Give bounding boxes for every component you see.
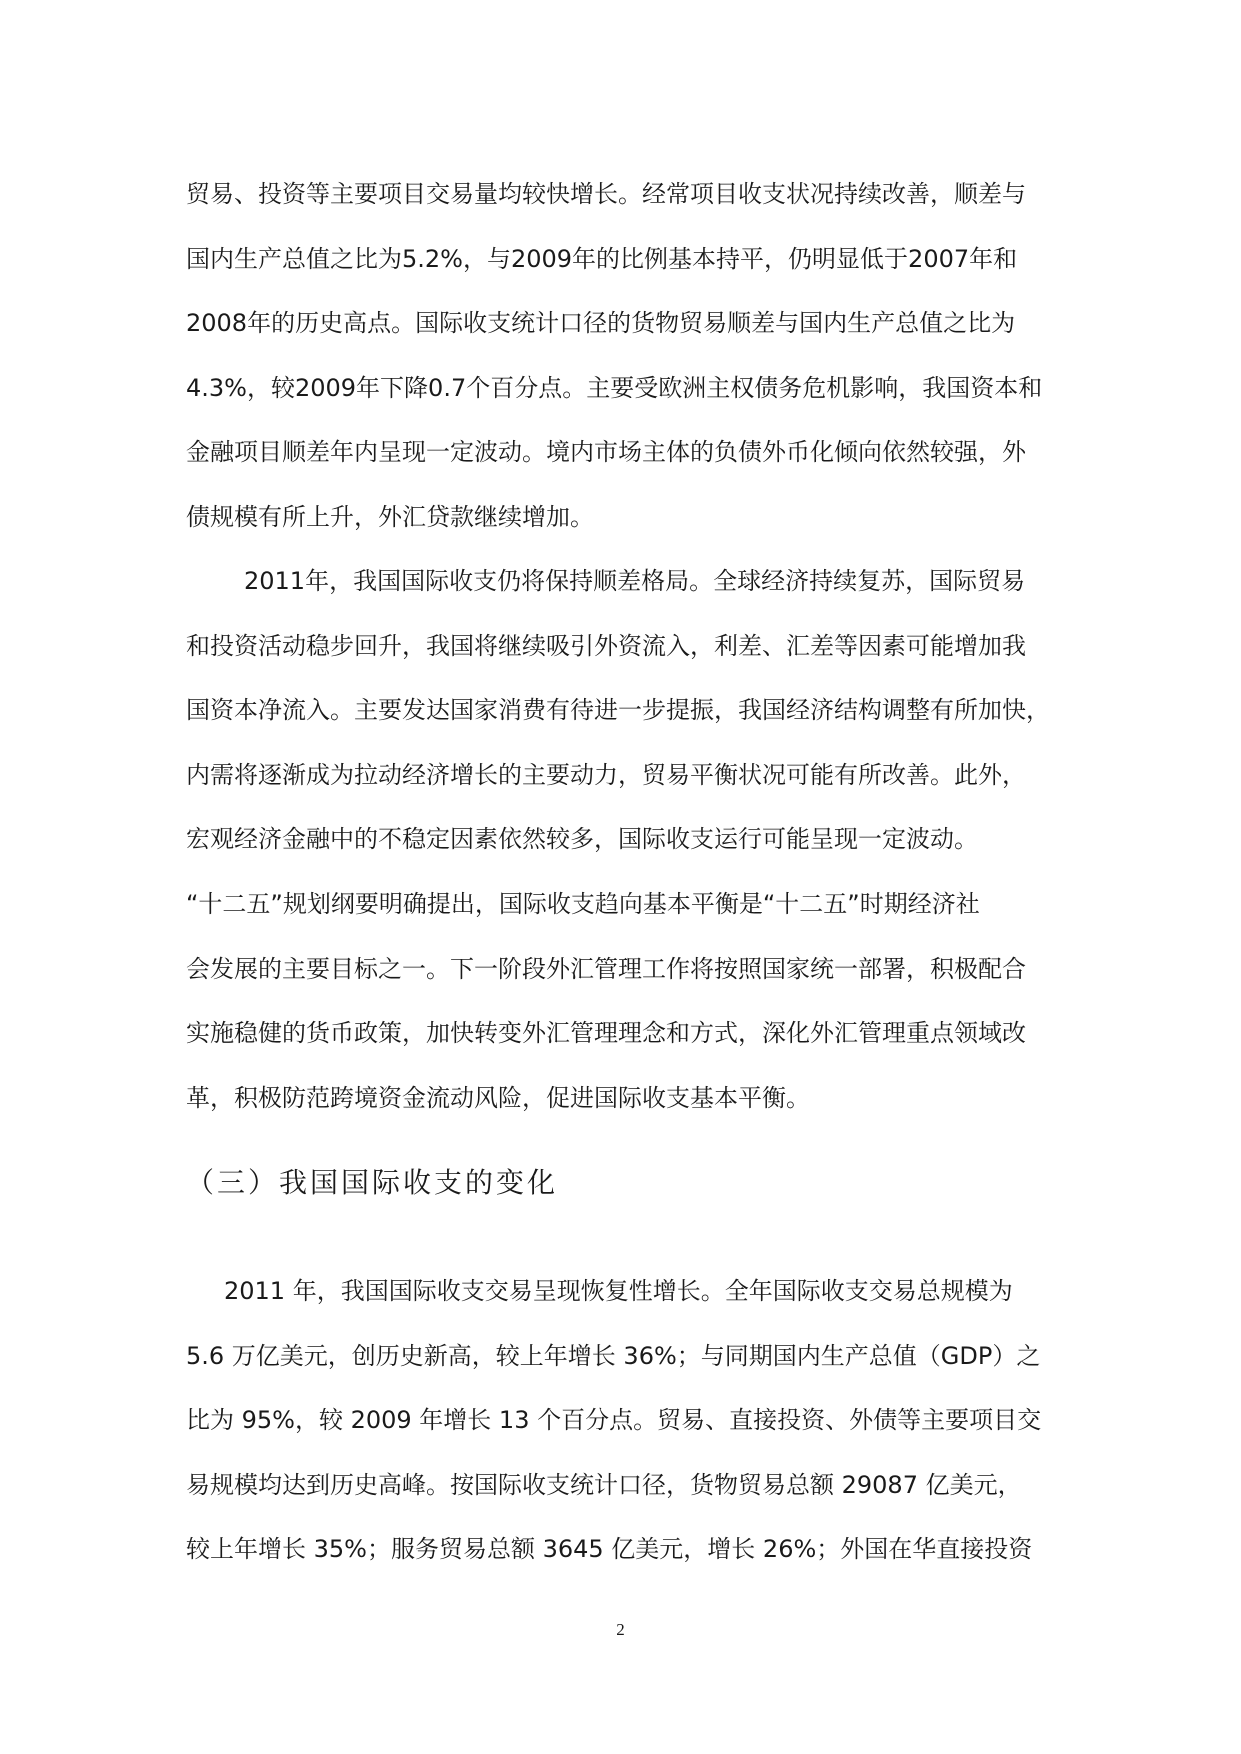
paragraph-line: 实施稳健的货币政策，加快转变外汇管理理念和方式，深化外汇管理重点领域改: [186, 1019, 1026, 1047]
paragraph-line: 债规模有所上升，外汇贷款继续增加。: [186, 502, 594, 531]
paragraph-line: 4.3%，较2009年下降0.7个百分点。主要受欧洲主权债务危机影响，我国资本和: [186, 373, 1043, 402]
paragraph-five-year-plan: [186, 872, 1054, 1130]
section-heading: （三）我国国际收支的变化: [186, 1166, 559, 1199]
paragraph-balance-2010: [186, 162, 1054, 549]
paragraph-changes-2011: [186, 1259, 1054, 1582]
paragraph-line: “十二五”规划纲要明确提出，国际收支趋向基本平衡是“十二五”时期经济社: [186, 890, 980, 918]
paragraph-line: 5.6 万亿美元，创历史新高，较上年增长 36%；与同期国内生产总值（GDP）之: [186, 1341, 1041, 1370]
paragraph-line: 宏观经济金融中的不稳定因素依然较多，国际收支运行可能呈现一定波动。: [186, 825, 978, 853]
paragraph-line: 2011年，我国国际收支仍将保持顺差格局。全球经济持续复苏，国际贸易: [244, 567, 1026, 595]
paragraph-line: 金融项目顺差年内呈现一定波动。境内市场主体的负债外币化倾向依然较强，外: [186, 438, 1026, 466]
paragraph-line: 2011 年，我国国际收支交易呈现恢复性增长。全年国际收支交易总规模为: [224, 1277, 1013, 1305]
paragraph-line: 贸易、投资等主要项目交易量均较快增长。经常项目收支状况持续改善，顺差与: [186, 180, 1026, 208]
paragraph-line: 和投资活动稳步回升，我国将继续吸引外资流入，利差、汇差等因素可能增加我: [186, 631, 1026, 660]
page-number: 2: [616, 1620, 625, 1639]
paragraph-outlook-2011: [186, 549, 1054, 872]
paragraph-line: 国资本净流入。主要发达国家消费有待进一步提振，我国经济结构调整有所加快，: [186, 696, 1050, 724]
paragraph-line: 较上年增长 35%；服务贸易总额 3645 亿美元，增长 26%；外国在华直接投资: [186, 1535, 1033, 1563]
paragraph-line: 比为 95%，较 2009 年增长 13 个百分点。贸易、直接投资、外债等主要项目交: [186, 1406, 1042, 1434]
paragraph-line: 会发展的主要目标之一。下一阶段外汇管理工作将按照国家统一部署，积极配合: [186, 954, 1026, 983]
paragraph-line: 国内生产总值之比为5.2%，与2009年的比例基本持平，仍明显低于2007年和: [186, 244, 1018, 273]
paragraph-line: 革，积极防范跨境资金流动风险，促进国际收支基本平衡。: [186, 1083, 810, 1112]
paragraph-line: 易规模均达到历史高峰。按国际收支统计口径，货物贸易总额 29087 亿美元，: [186, 1470, 1022, 1499]
paragraph-line: 2008年的历史高点。国际收支统计口径的货物贸易顺差与国内生产总值之比为: [186, 309, 1016, 337]
paragraph-line: 内需将逐渐成为拉动经济增长的主要动力，贸易平衡状况可能有所改善。此外，: [186, 760, 1026, 789]
